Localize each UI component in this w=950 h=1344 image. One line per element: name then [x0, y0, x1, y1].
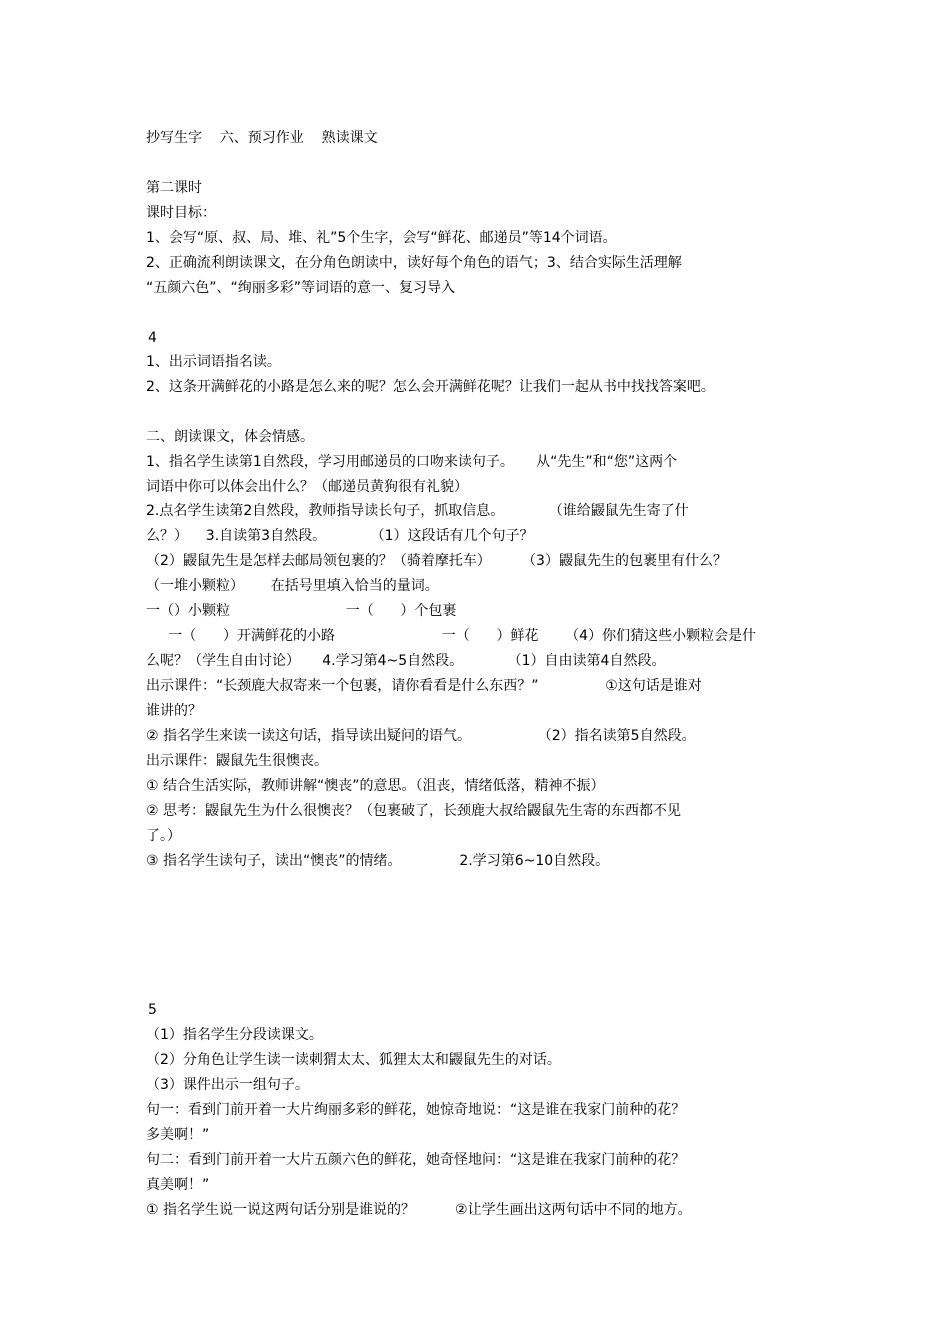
text-line: 1、出示词语指名读。 — [146, 354, 281, 370]
text-line: 了。） — [146, 828, 181, 844]
text-line: 多美啊！” — [146, 1127, 210, 1143]
text-line: 句一：看到门前开着一大片绚丽多彩的鲜花，她惊奇地说：“这是谁在我家门前种的花？ — [146, 1102, 686, 1118]
text-line: 2、正确流利朗读课文，在分角色朗读中，读好每个角色的语气；3、结合实际生活理解 — [146, 255, 682, 271]
text-line: 谁讲的？ — [146, 703, 202, 719]
text-line: ① 结合生活实际，教师讲解“懊丧”的意思。（沮丧，情绪低落，精神不振） — [146, 778, 605, 794]
text-line: 一（ ）开满鲜花的小路 一（ ）鲜花 （4）你们猜这些小颗粒会是什 — [146, 628, 757, 644]
page-number: 4 — [148, 330, 157, 346]
text-line: ③ 指名学生读句子，读出“懊丧”的情绪。 2.学习第6~10自然段。 — [146, 853, 610, 869]
text-line: 词语中你可以体会出什么？（邮递员黄狗很有礼貌） — [146, 479, 468, 495]
text-line: 么？） 3.自读第3自然段。 （1）这段话有几个句子？ — [146, 528, 534, 544]
text-line: （2）分角色让学生读一读刺猬太太、狐狸太太和鼹鼠先生的对话。 — [146, 1052, 561, 1068]
text-line: （1）指名学生分段读课文。 — [146, 1027, 323, 1043]
text-line: ② 指名学生来读一读这句话，指导读出疑问的语气。 （2）指名读第5自然段。 — [146, 728, 696, 744]
text-line: 出示课件：“长颈鹿大叔寄来一个包裹，请你看看是什么东西？” ①这句话是谁对 — [146, 678, 702, 694]
text-line: 2.点名学生读第2自然段，教师指导读长句子，抓取信息。 （谁给鼹鼠先生寄了什 — [146, 503, 689, 519]
text-line: 一（）小颗粒 一（ ）个包裹 — [146, 603, 457, 619]
section-heading: 二、朗读课文，体会情感。 — [146, 429, 314, 445]
text-line: 句二：看到门前开着一大片五颜六色的鲜花，她奇怪地问：“这是谁在我家门前种的花？ — [146, 1152, 686, 1168]
text-line: （2）鼹鼠先生是怎样去邮局领包裹的？（骑着摩托车） （3）鼹鼠先生的包裹里有什么？ — [146, 553, 727, 569]
text-line: 课时目标： — [146, 205, 216, 221]
text-line: 1、指名学生读第1自然段，学习用邮递员的口吻来读句子。 从“先生”和“您”这两个 — [146, 454, 678, 470]
text-line: 么呢？（学生自由讨论） 4.学习第4~5自然段。 （1）自由读第4自然段。 — [146, 653, 666, 669]
text-line: 1、会写“原、叔、局、堆、礼”5个生字，会写“鲜花、邮递员”等14个词语。 — [146, 230, 617, 246]
text-line: 真美啊！” — [146, 1177, 210, 1193]
text-line: 2、这条开满鲜花的小路是怎么来的呢？怎么会开满鲜花呢？让我们一起从书中找找答案吧。 — [146, 379, 715, 395]
text-line: ② 思考：鼹鼠先生为什么很懊丧？（包裹破了，长颈鹿大叔给鼹鼠先生寄的东西都不见 — [146, 803, 681, 819]
text-line: 抄写生字 六、预习作业 熟读课文 — [146, 130, 378, 146]
page-number: 5 — [148, 1002, 157, 1018]
text-line: 出示课件：鼹鼠先生很懊丧。 — [146, 753, 328, 769]
text-line: “五颜六色”、“绚丽多彩”等词语的意一、复习导入 — [146, 280, 456, 296]
text-line: ① 指名学生说一说这两句话分别是谁说的？ ②让学生画出这两句话中不同的地方。 — [146, 1202, 692, 1218]
text-line: （3）课件出示一组句子。 — [146, 1077, 309, 1093]
text-line: 第二课时 — [146, 180, 202, 196]
text-line: （一堆小颗粒） 在括号里填入恰当的量词。 — [146, 578, 439, 594]
